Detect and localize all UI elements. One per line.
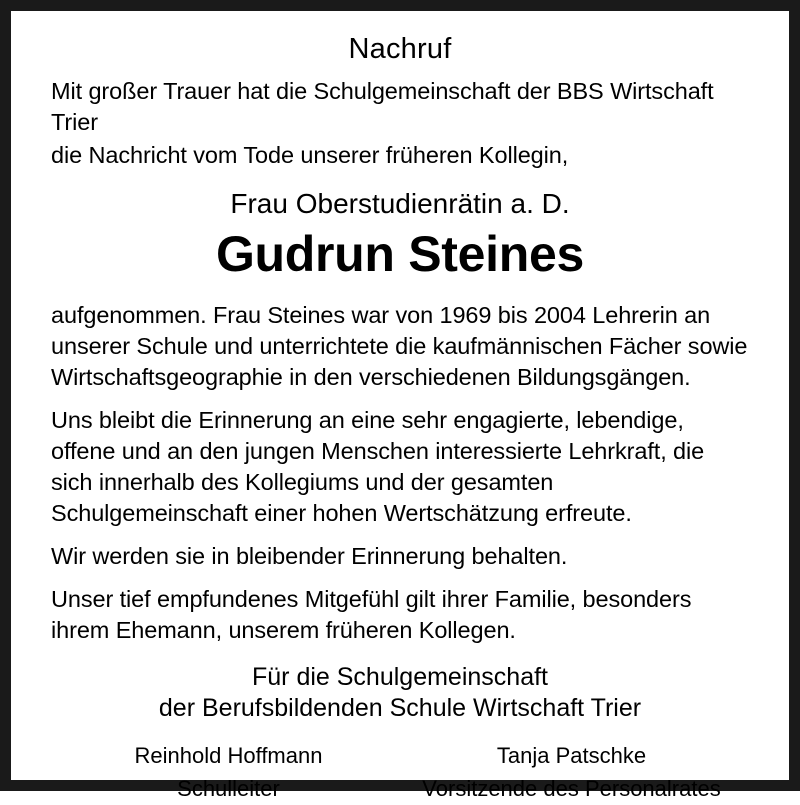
signatory-2 — [400, 739, 743, 805]
signatory-2-role: Vorsitzende des Personalrates — [422, 775, 721, 801]
closing-line-2: der Berufsbildenden Schule Wirtschaft Trier — [158, 694, 642, 723]
body-paragraph-4: Unser tief empfundenes Mitgefühl gilt ihrer Familie, besonders ihrem Ehemann, unserem früheren Kollegen. — [51, 586, 692, 644]
deceased-name: Gudrun Steines — [215, 225, 585, 282]
intro-line-2: die Nachricht vom Tode unserer früheren Kollegin, — [51, 142, 569, 169]
closing-line-1: Für die Schulgemeinschaft — [252, 663, 548, 692]
signatory-1 — [57, 739, 400, 805]
signatory-1-role: Schulleiter — [177, 775, 280, 801]
signatory-1-name: Reinhold Hoffmann — [134, 742, 323, 768]
intro-line-1: Mit großer Trauer hat die Schulgemeinschaft der BBS Wirtschaft Trier — [51, 78, 714, 136]
notice-heading: Nachruf — [348, 33, 452, 65]
body-paragraph-3: Wir werden sie in bleibender Erinnerung behalten. — [51, 543, 568, 570]
signatory-2-name: Tanja Patschke — [496, 742, 647, 768]
signatories — [51, 739, 749, 805]
notice-content — [51, 33, 749, 801]
body-paragraph-2: Uns bleibt die Erinnerung an eine sehr engagierte, lebendige, offene und an den jungen Menschen interessierte Lehrkraft, die sich innerhalb des Kollegiums und der gesamten Schulgemeinschaft einer hohen Wertschätzung erfreute. — [51, 407, 705, 527]
body-paragraph-1: aufgenommen. Frau Steines war von 1969 bis 2004 Lehrerin an unserer Schule und unterrichtete die kaufmännischen Fächer sowie Wirtschaftsgeographie in den verschiedenen Bildungsgängen. — [51, 301, 748, 391]
deceased-title: Frau Oberstudienrätin a. D. — [230, 188, 570, 220]
